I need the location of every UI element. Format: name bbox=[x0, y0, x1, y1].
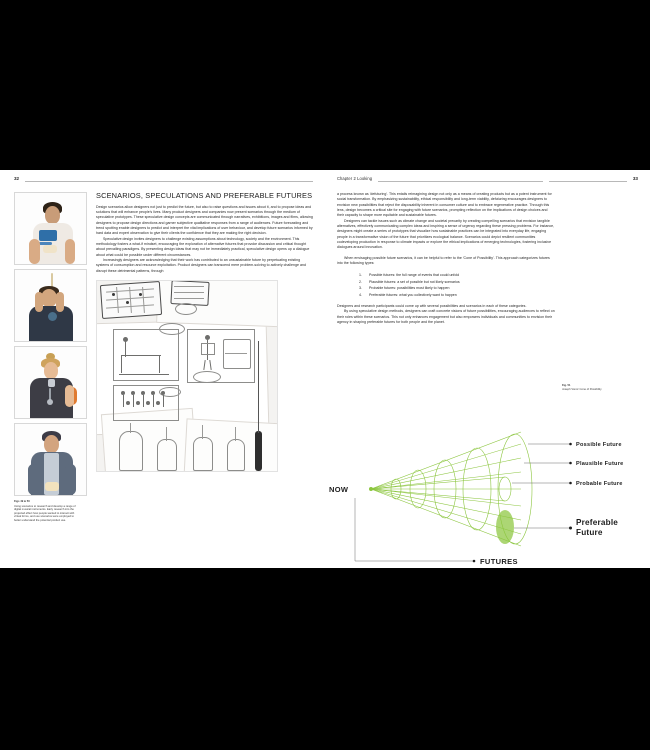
leader-dots bbox=[569, 443, 572, 530]
page-title: SCENARIOS, SPECULATIONS AND PREFERABLE FUTURES bbox=[96, 191, 313, 200]
left-text-column bbox=[96, 192, 313, 523]
right-rule-2 bbox=[549, 181, 627, 182]
preferable-future-blob bbox=[496, 510, 514, 544]
photo-person-4 bbox=[14, 423, 87, 496]
left-paragraph-2: Speculative design invites designers to challenge existing assumptions about technology, society and the environment. This methodology fosters a what-if mindset, encouraging the exploration of alternative futures that provoke discussion and critical thought about prevailing paradigms. By presenting design ideas that may not be immediately practical, speculative design opens up a dialogue about what could be possible under different circumstances. bbox=[96, 236, 310, 257]
futures-axis bbox=[355, 498, 473, 561]
cone-figure-note bbox=[562, 384, 634, 391]
storyboard-photo bbox=[96, 280, 278, 472]
futures-type-list bbox=[337, 272, 555, 298]
list-item: 4. Preferable futures: what you collectively want to happen bbox=[363, 292, 555, 298]
futures-axis-dot bbox=[473, 560, 476, 563]
list-item: 1. Possible futures: the full range of events that could unfold bbox=[363, 272, 555, 278]
chapter-label: Chapter 2 Looking bbox=[337, 176, 373, 181]
cone-apex bbox=[369, 487, 373, 491]
label-probable-future: Probable Future bbox=[576, 481, 623, 487]
left-page bbox=[0, 170, 325, 568]
right-text-column bbox=[337, 192, 638, 325]
cone-svg bbox=[325, 418, 650, 566]
right-paragraph-5: By using speculative design methods, designers can craft concrete visions of future possibilities, encouraging audiences to reflect on their roles within these scenarios. This not only enhances engagement but also empowers individuals and communities to envision their agency in shaping preferable futures for both people and the planet. bbox=[337, 309, 555, 325]
label-preferable-future-line2: Future bbox=[576, 528, 603, 537]
right-rule-1 bbox=[378, 181, 543, 182]
left-photo-column bbox=[14, 192, 85, 523]
right-running-head bbox=[337, 176, 638, 190]
right-paragraph-4: Designers and research participants could come up with several possibilities and scenarios in each of these categories. bbox=[337, 304, 527, 309]
label-plausible-future: Plausible Future bbox=[576, 461, 624, 467]
cone-of-possibility-diagram bbox=[325, 418, 650, 566]
now-label: NOW bbox=[329, 485, 349, 494]
list-item: 3. Probable futures: possibilities most likely to happen bbox=[363, 285, 555, 291]
left-paragraph-1: Design scenarios allow designers not just to predict the future, but also to raise questions and issues about it, and to propose ideas and solutions that will enhance people's lives. Many product designers and companies now present scenarios through the medium of speculative prototypes. These speculative design concepts are communicated through narratives, exhibitions, images and films, allowing designers to propose design directions and garner subjective qualitative responses from a range of audiences. Future forecasting and trend spotting enable designers to predict and interpret the vital implications of user behaviour, and develop future scenarios informed by hard data and expert observation to give their clients the confidence that they are making the right decision. bbox=[96, 204, 313, 236]
right-page bbox=[325, 170, 650, 568]
left-rule bbox=[25, 181, 313, 182]
book-spread bbox=[0, 170, 650, 568]
left-paragraph-3: Increasingly designers are acknowledging that their work has contributed to an unsustainable future by perpetuating existing systems of consumption and resource exploitation. Product designers can transcend mere problem-solving to actively challenge and disrupt these detrimental patterns, through bbox=[96, 258, 306, 273]
right-paragraph-1: a process known as 'defuturing'. This entails reimagining design not only as a means of creating products but as a potent instrument for social transformation. By emphasizing sustainability, ethical responsibility and long-term viability, defuturing encourages designers to envision new possibilities that reject the disposability inherent in consumer culture and to embrace regenerative practice. Through this lens, design becomes a critical site for engaging with future scenarios, prompting reflection on the implications of design choices and their capacity to shape more equitable and sustainable futures. bbox=[337, 192, 552, 218]
left-folio: 32 bbox=[14, 176, 20, 181]
label-preferable-future-line1: Preferable bbox=[576, 518, 619, 527]
photo-person-3 bbox=[14, 346, 87, 419]
right-paragraph-2: Designers can tackle issues such as climate change and societal precarity by creating compelling scenarios that envision tangible alternatives, effectively communicating complex ideas and inspiring a sense of urgency regarding these pressing problems. For instance, designers might create a series of prototypes that visualize how sustainable practices can be integrated into everyday life, engaging people in a transformative vision of the future that prioritizes ecological balance. Scenarios could depict resilient communities codeveloping production in response to climate impacts or explore the ethical implications of emerging technologies, fostering inclusive dialogues around innovation. bbox=[337, 218, 555, 250]
photo-person-1 bbox=[14, 192, 87, 265]
cone-figure-caption: Joseph Voros' Cone of Possibility bbox=[562, 387, 602, 391]
futures-label: FUTURES bbox=[480, 557, 518, 566]
right-folio: 33 bbox=[632, 176, 638, 181]
left-figure-number: Figs 49 & 50 bbox=[14, 500, 30, 503]
cone-figure-number: Fig. 51 bbox=[562, 384, 571, 387]
photo-person-2 bbox=[14, 269, 87, 342]
right-paragraph-3: When envisaging possible future scenarios, it can be helpful to refer to the 'Cone of Possibility'. This approach categorizes futures into the following types: bbox=[337, 255, 550, 266]
left-running-head bbox=[14, 176, 313, 190]
leader-lines bbox=[512, 444, 569, 528]
list-item: 2. Plausible futures: a set of possible but not likely scenarios bbox=[363, 279, 555, 285]
label-possible-future: Possible Future bbox=[576, 442, 622, 448]
left-figure-caption-text: Using scenarios to research and develop a range of digital musical instruments. Early research into the projected effect how people wanted to interact with virtual forms, and use scenarios were employed to better understand the potential product use. bbox=[14, 504, 76, 522]
left-figure-caption bbox=[14, 500, 80, 523]
